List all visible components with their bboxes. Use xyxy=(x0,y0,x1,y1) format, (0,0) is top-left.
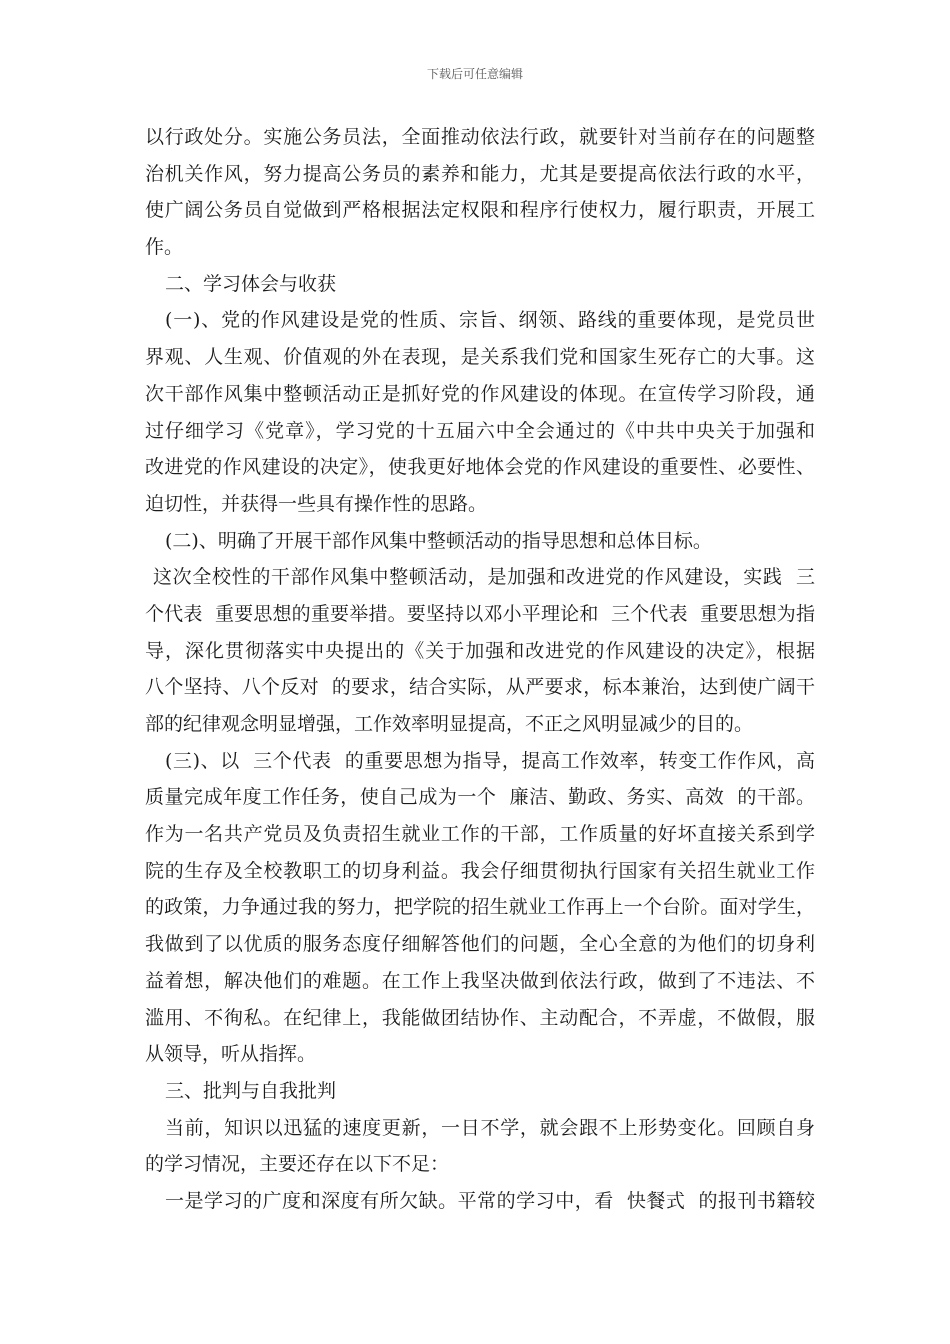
text-line: 迫切性，并获得一些具有操作性的思路。 xyxy=(145,492,488,515)
text-line: 这次全校性的干部作风集中整顿活动，是加强和改进党的作风建设，实践 三 xyxy=(153,566,815,589)
text-line: 个代表 重要思想的重要举措。要坚持以邓小平理论和 三个代表 重要思想为指 xyxy=(145,602,815,625)
text-line: (二)、明确了开展干部作风集中整顿活动的指导思想和总体目标。 xyxy=(165,529,712,552)
text-line: 使广阔公务员自觉做到严格根据法定权限和程序行使权力，履行职责，开展工 xyxy=(145,199,815,222)
text-line: 过仔细学习《党章》，学习党的十五届六中全会通过的《中共中央关于加强和 xyxy=(145,419,815,442)
text-line: 我做到了以优质的服务态度仔细解答他们的问题，全心全意的为他们的切身利 xyxy=(145,933,815,956)
text-line: 以行政处分。实施公务员法，全面推动依法行政，就要针对当前存在的问题整 xyxy=(145,126,815,148)
text-line: 院的生存及全校教职工的切身利益。我会仔细贯彻执行国家有关招生就业工作 xyxy=(145,859,815,882)
header-note: 下载后可任意编辑 xyxy=(426,67,523,81)
text-line: 次干部作风集中整顿活动正是抓好党的作风建设的体现。在宣传学习阶段，通 xyxy=(145,382,815,405)
text-line: 一是学习的广度和深度有所欠缺。平常的学习中，看 快餐式 的报刊书籍较 xyxy=(165,1189,815,1212)
text-line: 界观、人生观、价值观的外在表现，是关系我们党和国家生死存亡的大事。这 xyxy=(145,346,815,369)
text-line: (一)、党的作风建设是党的性质、宗旨、纲领、路线的重要体现，是党员世 xyxy=(165,309,815,332)
text-line: 质量完成年度工作任务，使自己成为一个 廉洁、勤政、务实、高效 的干部。 xyxy=(145,786,815,809)
text-line: 益着想，解决他们的难题。在工作上我坚决做到依法行政，做到了不违法、不 xyxy=(145,969,815,992)
text-line: 滥用、不徇私。在纪律上，我能做团结协作、主动配合，不弄虚，不做假，服 xyxy=(145,1006,815,1029)
text-line: 作为一名共产党员及负责招生就业工作的干部，工作质量的好坏直接关系到学 xyxy=(145,823,815,846)
text-line: 导，深化贯彻落实中央提出的《关于加强和改进党的作风建设的决定》，根据 xyxy=(145,639,815,662)
text-line: 的政策，力争通过我的努力，把学院的招生就业工作再上一个台阶。面对学生， xyxy=(145,896,815,919)
text-line: 八个坚持、八个反对 的要求，结合实际，从严要求，标本兼治，达到使广阔干 xyxy=(145,676,815,699)
text-line: 的学习情况，主要还存在以下不足： xyxy=(145,1153,450,1176)
page-header xyxy=(0,66,950,82)
text-line: (三)、以 三个代表 的重要思想为指导，提高工作效率，转变工作作风，高 xyxy=(165,749,815,772)
text-line: 改进党的作风建设的决定》，使我更好地体会党的作风建设的重要性、必要性、 xyxy=(145,456,815,479)
text-line: 治机关作风，努力提高公务员的素养和能力，尤其是要提高依法行政的水平， xyxy=(145,162,815,185)
text-line: 从领导，听从指挥。 xyxy=(145,1043,317,1066)
text-line: 部的纪律观念明显增强，工作效率明显提高，不正之风明显减少的目的。 xyxy=(145,713,754,735)
text-line: 作。 xyxy=(145,236,184,259)
document-body xyxy=(145,119,815,1220)
text-line: 三、批判与自我批判 xyxy=(165,1079,337,1102)
text-line: 二、学习体会与收获 xyxy=(165,272,337,295)
text-line: 当前，知识以迅猛的速度更新，一日不学，就会跟不上形势变化。回顾自身 xyxy=(165,1116,815,1139)
